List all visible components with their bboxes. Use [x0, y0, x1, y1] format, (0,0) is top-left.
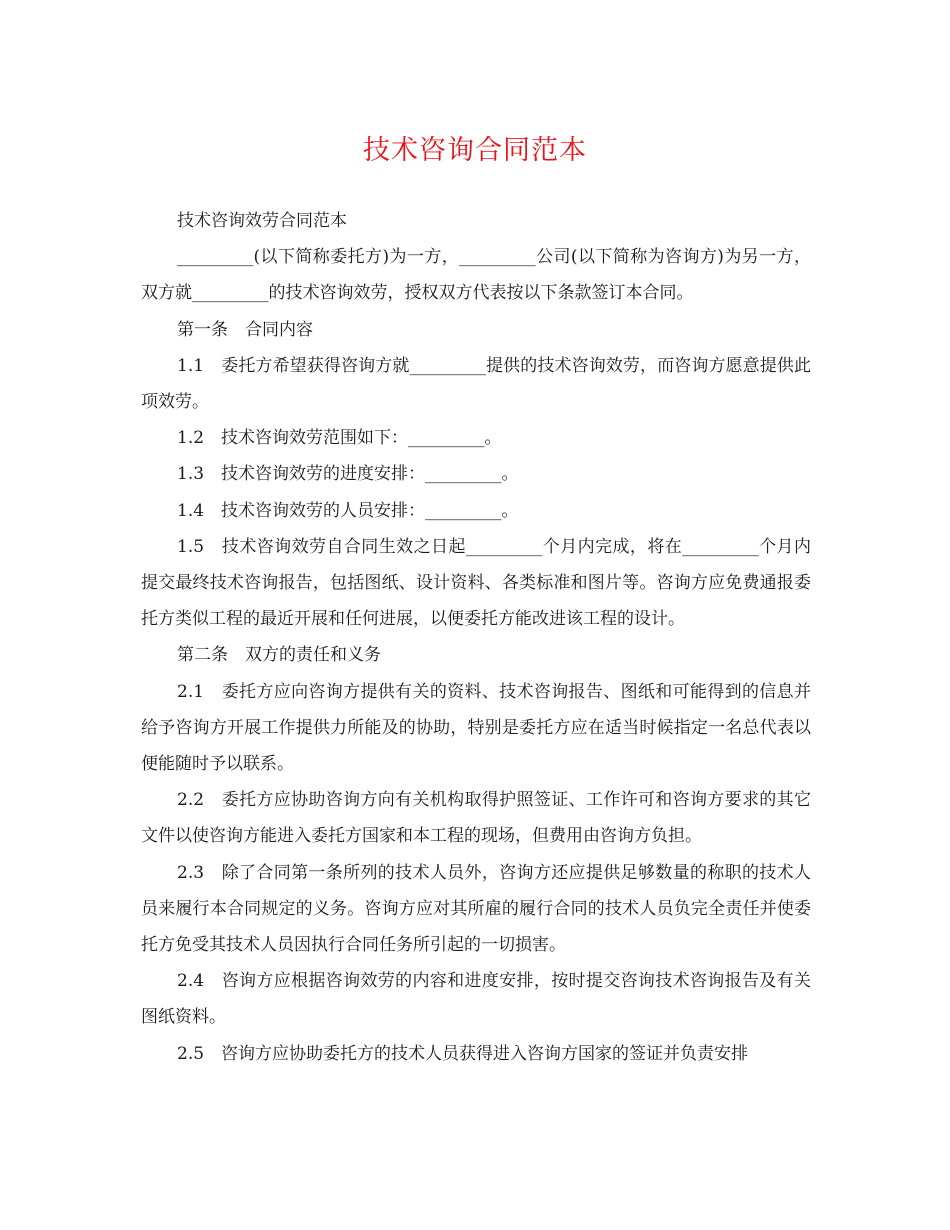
clause-1-4: 1.4 技术咨询效劳的人员安排：_________。 [177, 500, 519, 521]
clause-2-1: 2.1 委托方应向咨询方提供有关的资料、技术咨询报告、图纸和可能得到的信息并给予咨询方开展工作提供力所能及的协助，特别是委托方应在适当时候指定一名总代表以便能随时予以联系。 [141, 681, 811, 775]
document-title: 技术咨询合同范本 [363, 135, 587, 166]
clause-2-5: 2.5 咨询方应协助委托方的技术人员获得进入咨询方国家的签证并负责安排 [177, 1043, 749, 1064]
article-2-heading: 第二条 双方的责任和义务 [177, 645, 381, 666]
clause-2-2: 2.2 委托方应协助咨询方向有关机构取得护照签证、工作许可和咨询方要求的其它文件以使咨询方能进入委托方国家和本工程的现场，但费用由咨询方负担。 [141, 790, 811, 847]
clause-1-1: 1.1 委托方希望获得咨询方就_________提供的技术咨询效劳，而咨询方愿意提供此项效劳。 [141, 355, 811, 413]
clause-1-2: 1.2 技术咨询效劳范围如下：_________。 [177, 428, 502, 449]
paragraph-heading: 技术咨询效劳合同范本 [177, 211, 347, 231]
clause-2-3: 2.3 除了合同第一条所列的技术人员外，咨询方还应提供足够数量的称职的技术人员来履行本合同规定的义务。咨询方应对其所雇的履行合同的技术人员负完全责任并使委托方免受其技术人员因执行合同任务所引起的一切损害。 [141, 862, 811, 956]
article-1-heading: 第一条 合同内容 [177, 319, 313, 340]
clause-1-5: 1.5 技术咨询效劳自合同生效之日起_________个月内完成，将在_________个月内提交最终技术咨询报告，包括图纸、设计资料、各类标准和图片等。咨询方应免费通报委托方类似工程的最近开展和任何进展，以便委托方能改进该工程的设计。 [141, 536, 811, 630]
document-body [141, 203, 811, 1072]
clause-2-4: 2.4 咨询方应根据咨询效劳的内容和进度安排，按时提交咨询技术咨询报告及有关图纸资料。 [141, 971, 811, 1028]
clause-1-3: 1.3 技术咨询效劳的进度安排：_________。 [177, 464, 519, 485]
paragraph-parties: _________(以下简称委托方)为一方，_________公司(以下简称为咨询方)为另一方，双方就_________的技术咨询效劳，授权双方代表按以下条款签订本合同。 [141, 247, 811, 304]
